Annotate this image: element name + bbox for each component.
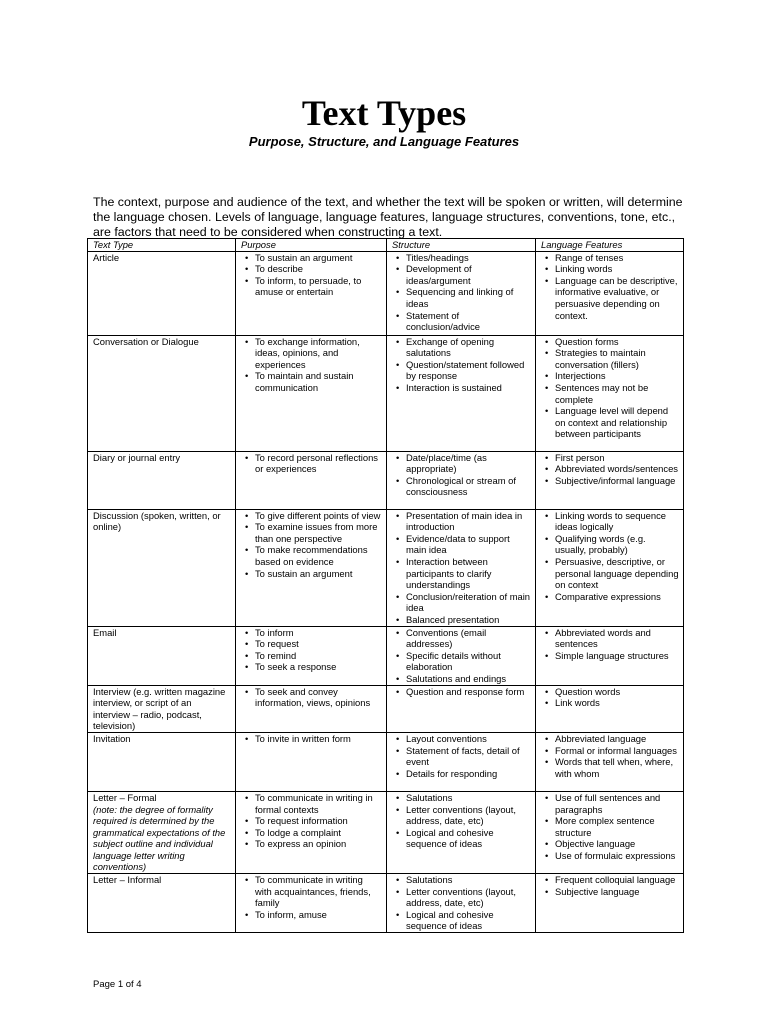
purpose-item: • To exchange information, ideas, opinions, and experiences [255,336,382,371]
feature-item: • First person [555,452,679,464]
cell-text-type [88,451,236,509]
bullet-list [241,792,382,850]
text-types-table [87,238,684,933]
feature-item: • More complex sentence structure [555,815,679,838]
bullet-list [392,336,531,394]
structure-item: • Question and response form [406,686,531,698]
structure-item: • Conclusion/reiteration of main idea [406,591,531,614]
cell-structure [387,791,536,873]
cell-text-type [88,509,236,626]
structure-item: • Letter conventions (layout, address, date, etc) [406,886,531,909]
cell-purpose [236,874,387,933]
text-type-label: Article [93,251,120,263]
cell-language-features [536,509,684,626]
structure-item: • Exchange of opening salutations [406,336,531,359]
text-type-label: Conversation or Dialogue [93,335,199,347]
cell-text-type [88,335,236,451]
cell-language-features [536,732,684,791]
structure-item: • Evidence/data to support main idea [406,533,531,556]
purpose-item: • To remind [255,650,382,662]
structure-item: • Date/place/time (as appropriate) [406,452,531,475]
feature-item: • Language can be descriptive, informative evaluative, or persuasive depending on context. [555,275,679,321]
bullet-list [392,792,531,850]
feature-item: • Frequent colloquial language [555,874,679,886]
bullet-list [541,686,679,709]
bullet-list [392,252,531,333]
header-structure: Structure [387,239,536,252]
cell-language-features [536,251,684,335]
cell-purpose [236,791,387,873]
structure-item: • Chronological or stream of consciousness [406,475,531,498]
purpose-item: • To record personal reflections or experiences [255,452,382,475]
table-row [88,791,684,873]
bullet-list [392,510,531,626]
text-type-label: Email [93,626,117,638]
structure-item: • Logical and cohesive sequence of ideas [406,909,531,932]
purpose-item: • To give different points of view [255,510,382,522]
cell-language-features [536,791,684,873]
cell-purpose [236,335,387,451]
cell-language-features [536,335,684,451]
cell-structure [387,732,536,791]
structure-item: • Statement of conclusion/advice [406,310,531,333]
bullet-list [541,792,679,862]
feature-item: • Interjections [555,370,679,382]
text-type-label: Diary or journal entry [93,451,181,463]
feature-item: • Formal or informal languages [555,745,679,757]
table-row [88,874,684,933]
cell-language-features [536,874,684,933]
bullet-list [241,510,382,580]
feature-item: • Range of tenses [555,252,679,264]
cell-language-features [536,685,684,732]
text-type-label: Letter – Formal [93,791,157,803]
purpose-item: • To express an opinion [255,838,382,850]
cell-language-features [536,451,684,509]
document-subtitle: Purpose, Structure, and Language Features [248,134,520,149]
structure-item: • Development of ideas/argument [406,263,531,286]
purpose-item: • To sustain an argument [255,252,382,264]
feature-item: • Question words [555,686,679,698]
feature-item: • Linking words [555,263,679,275]
structure-item: • Layout conventions [406,733,531,745]
purpose-item: • To request information [255,815,382,827]
bullet-list [541,510,679,603]
structure-item: • Interaction is sustained [406,382,531,394]
purpose-item: • To examine issues from more than one perspective [255,521,382,544]
cell-purpose [236,451,387,509]
cell-structure [387,335,536,451]
cell-purpose [236,251,387,335]
feature-item: • Linking words to sequence ideas logically [555,510,679,533]
structure-item: • Letter conventions (layout, address, date, etc) [406,804,531,827]
table-row [88,732,684,791]
structure-item: • Interaction between participants to clarify understandings [406,556,531,591]
header-text-type: Text Type [88,239,236,252]
cell-structure [387,251,536,335]
feature-item: • Strategies to maintain conversation (fillers) [555,347,679,370]
feature-item: • Persuasive, descriptive, or personal language depending on context [555,556,679,591]
bullet-list [241,686,382,709]
feature-item: • Words that tell when, where, with whom [555,756,679,779]
feature-item: • Abbreviated words and sentences [555,627,679,650]
feature-item: • Abbreviated words/sentences [555,463,679,475]
cell-structure [387,451,536,509]
structure-item: • Salutations [406,792,531,804]
structure-item: • Salutations [406,874,531,886]
cell-purpose [236,685,387,732]
text-type-label: Interview (e.g. written magazine interview, or script of an interview – radio, podcast, television) [93,685,226,732]
text-type-label: Letter – Informal [93,874,162,886]
table-row [88,509,684,626]
structure-item: • Details for responding [406,768,531,780]
feature-item: • Sentences may not be complete [555,382,679,405]
purpose-item: • To inform, amuse [255,909,382,921]
purpose-item: • To make recommendations based on evidence [255,544,382,567]
bullet-list [541,252,679,322]
feature-item: • Subjective language [555,886,679,898]
bullet-list [241,252,382,298]
structure-item: • Specific details without elaboration [406,650,531,673]
bullet-list [392,874,531,932]
cell-structure [387,626,536,685]
feature-item: • Question forms [555,336,679,348]
page-number: Page 1 of 4 [93,979,142,990]
table-row [88,685,684,732]
table-row [88,626,684,685]
cell-text-type [88,791,236,873]
feature-item: • Use of full sentences and paragraphs [555,792,679,815]
feature-item: • Link words [555,697,679,709]
structure-item: • Balanced presentation [406,614,531,626]
text-type-label: Invitation [93,732,131,744]
header-purpose: Purpose [236,239,387,252]
text-type-note: (note: the degree of formality required is determined by the grammatical expectations of the subject outline and individual language letter writing conventions) [93,803,226,873]
structure-item: • Question/statement followed by response [406,359,531,382]
document-title: Text Types [301,93,467,133]
bullet-list [241,452,382,475]
feature-item: • Qualifying words (e.g. usually, probably) [555,533,679,556]
bullet-list [541,336,679,440]
bullet-list [241,733,382,745]
cell-purpose [236,509,387,626]
header-language-features: Language Features [536,239,684,252]
bullet-list [241,336,382,394]
purpose-item: • To inform [255,627,382,639]
cell-text-type [88,685,236,732]
bullet-list [541,733,679,779]
feature-item: • Subjective/informal language [555,475,679,487]
purpose-item: • To sustain an argument [255,568,382,580]
purpose-item: • To seek and convey information, views, opinions [255,686,382,709]
purpose-item: • To request [255,638,382,650]
purpose-item: • To describe [255,263,382,275]
structure-item: • Titles/headings [406,252,531,264]
purpose-item: • To lodge a complaint [255,827,382,839]
cell-structure [387,509,536,626]
bullet-list [541,874,679,897]
purpose-item: • To seek a response [255,661,382,673]
bullet-list [392,686,531,698]
table-row [88,335,684,451]
cell-structure [387,685,536,732]
purpose-item: • To communicate in writing in formal contexts [255,792,382,815]
bullet-list [541,452,679,487]
purpose-item: • To inform, to persuade, to amuse or entertain [255,275,382,298]
bullet-list [392,733,531,779]
structure-item: • Logical and cohesive sequence of ideas [406,827,531,850]
table-row [88,251,684,335]
feature-item: • Objective language [555,838,679,850]
feature-item: • Use of formulaic expressions [555,850,679,862]
table-row [88,451,684,509]
structure-item: • Conventions (email addresses) [406,627,531,650]
structure-item: • Sequencing and linking of ideas [406,286,531,309]
text-type-label: Discussion (spoken, written, or online) [93,509,221,533]
bullet-list [392,452,531,498]
cell-text-type [88,626,236,685]
table-header-row [88,239,684,252]
cell-purpose [236,732,387,791]
bullet-list [392,627,531,685]
structure-item: • Presentation of main idea in introduction [406,510,531,533]
bullet-list [241,627,382,673]
feature-item: • Abbreviated language [555,733,679,745]
cell-language-features [536,626,684,685]
purpose-item: • To maintain and sustain communication [255,370,382,393]
feature-item: • Comparative expressions [555,591,679,603]
cell-text-type [88,874,236,933]
structure-item: • Salutations and endings [406,673,531,685]
bullet-list [541,627,679,662]
cell-text-type [88,251,236,335]
cell-structure [387,874,536,933]
cell-purpose [236,626,387,685]
bullet-list [241,874,382,920]
purpose-item: • To invite in written form [255,733,382,745]
structure-item: • Statement of facts, detail of event [406,745,531,768]
cell-text-type [88,732,236,791]
feature-item: • Simple language structures [555,650,679,662]
feature-item: • Language level will depend on context and relationship between participants [555,405,679,440]
purpose-item: • To communicate in writing with acquaintances, friends, family [255,874,382,909]
intro-paragraph: The context, purpose and audience of the text, and whether the text will be spoken or written, will determine the language chosen. Levels of language, language features, language structures, conventions, tone, etc., are factors that need to be considered when constructing a text. [93,195,683,240]
